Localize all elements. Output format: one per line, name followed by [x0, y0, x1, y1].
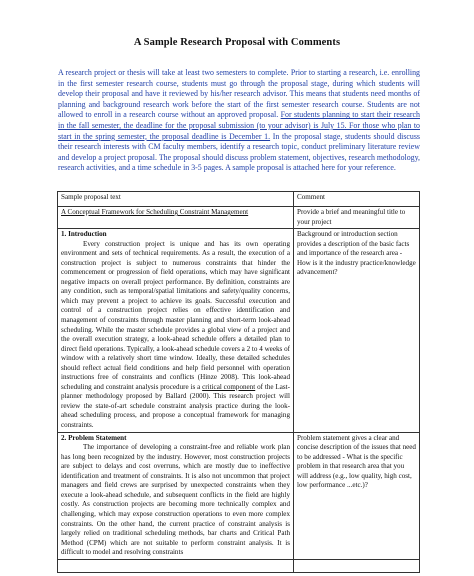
project-title-cell	[58, 207, 294, 229]
project-title: A Conceptual Framework for Scheduling Constraint Management	[61, 208, 249, 216]
intro-part2: In the proposal stage, students should discuss their research interests with CM faculty members, identify a research topic, conduct preliminary literature review and develop a project proposal. The proposal should discuss problem statement, objectives, research methodology, research activities, and a time schedule in 3-5 pages. A sample proposal is attached here for your reference.	[58, 131, 420, 173]
table-row-continued	[58, 559, 420, 572]
introduction-underlined: critical component	[202, 382, 256, 391]
document-title: A Sample Research Proposal with Comments	[133, 37, 341, 48]
introduction-text-a: Every construction project is unique and has its own operating environment and sets of technical requirements. As a result, the execution of a construction project is subject to numerous constraints that hinder the commencement or progression of field operations, which may have significant negative impacts on overall project performance. By definition, constraints are any condition, such as temporal/spatial limitations and safety/quality concerns, which may prevent a project to achieve its goals. Successful execution and control of a construction project relies on effective identification and management of constraints through master planning and short-term look-ahead scheduling. While the master schedule provides a global view of a project and the overall execution strategy, a look-ahead schedule offers a detailed plan to direct field operations. Typically, a look-ahead schedule covers a 2 to 4 weeks of window with a relatively short time window. Ideally, these detailed schedules should reflect actual field conditions and help field personnel with operation instructions free of constraints and conflicts (Hinze 2008). This look-ahead scheduling and constraint analysis procedure is a	[61, 239, 290, 391]
table-header-row	[58, 192, 420, 207]
problem-statement-text: The importance of developing a constraint-free and reliable work plan has long been recognized by the industry. However, most construction projects are subject to delays and cost overruns, which are mostly due to ineffective identification and treatment of constraints. It is also not uncommon that project managers and field crews are surprised by unexpected constraints when they execute a look-ahead schedule, and subsequent conflicts in the field are highly costly. As construction projects are becoming more technically complex and challenging, which may expose construction operations to even more complex constraints. On the other hand, the current practice of constraint analysis is largely relied on traditional scheduling methods, bar charts and Critical Path Method (CPM) which are not suitable to perform constraint analysis. It is difficult to model and resolving constraints	[61, 443, 290, 557]
proposal-table	[57, 191, 420, 573]
introduction-comment: Background or introduction section provides a description of the basic facts and importance of the research area - How is it the industry practice/knowledge advancement?	[294, 229, 420, 432]
intro-part1: A research project or thesis will take at least two semesters to complete. Prior to starting a research, i.e. enrolling in the first semester research course, students must go through the proposal stage, during which students will develop their proposal and have it reviewed by his/her research advisor. This means that students need months of planning and background research work before the start of the first semester research course. Students are not allowed to enroll in a research course without an approved proposal.	[58, 68, 420, 120]
introduction-text-b: of the Last-planner methodology proposed by Ballard (2000). This research project will review the state-of-art schedule constraint analysis practice during the look-ahead scheduling process, and propose a conceptual framework for managing constraints.	[61, 382, 290, 430]
continued-cell-right	[294, 559, 420, 572]
table-row-introduction	[58, 229, 420, 432]
introduction-text	[61, 240, 290, 431]
problem-statement-cell	[58, 432, 294, 559]
table-row-title	[58, 207, 420, 229]
intro-paragraph	[58, 68, 420, 174]
introduction-cell	[58, 229, 294, 432]
table-row-problem-statement	[58, 432, 420, 559]
intro-text	[58, 68, 420, 174]
intro-deadline-underlined: For students planning to start their research in the fall semester, the deadline for the proposal submission (to your advisor) is July 15. For those who plan to start in the spring semester, the proposal deadline is December 1.	[58, 110, 420, 141]
header-comment: Comment	[294, 192, 420, 207]
problem-statement-heading: 2. Problem Statement	[61, 433, 127, 442]
title-comment: Provide a brief and meaningful title to your project	[294, 207, 420, 229]
introduction-heading: 1. Introduction	[61, 230, 107, 239]
problem-statement-comment: Problem statement gives a clear and concise description of the issues that need to be addressed - What is the specific problem in that research area that you will address (e.g., low quality, high cost, low performance ...etc.)?	[294, 432, 420, 559]
continued-cell-left	[58, 559, 294, 572]
header-sample-text: Sample proposal text	[58, 192, 294, 207]
